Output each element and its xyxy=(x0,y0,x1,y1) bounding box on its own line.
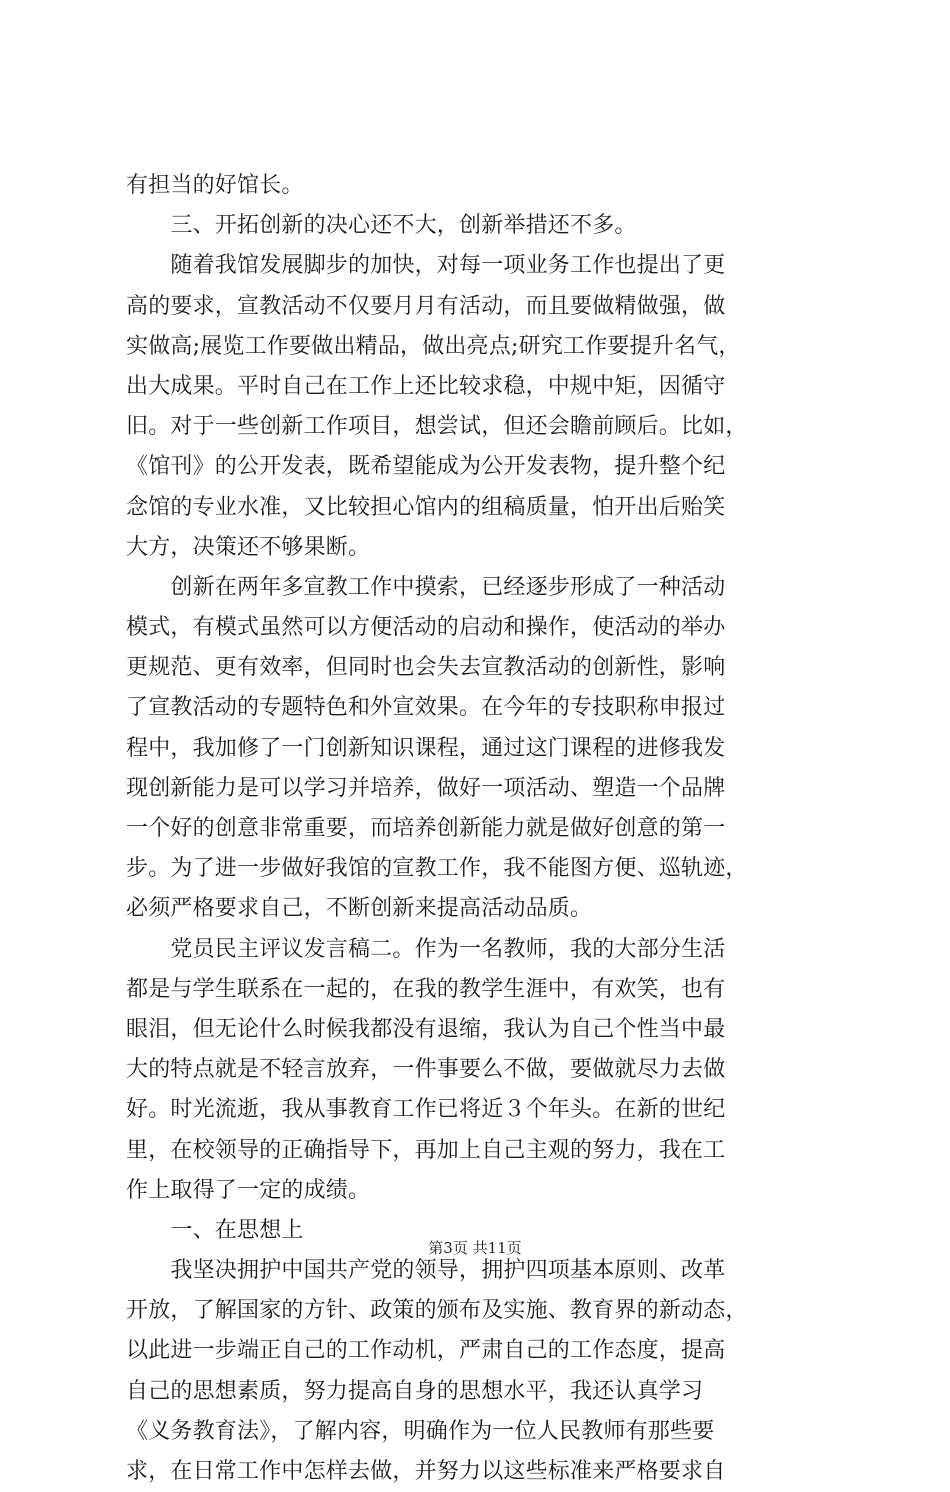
page-number-footer: 第3页 共11页 xyxy=(428,1239,522,1257)
text-line: 必须严格要求自己，不断创新来提高活动品质。 xyxy=(126,896,593,922)
text-line: 一、在思想上 xyxy=(126,1217,304,1243)
text-line: 开放，了解国家的方针、政策的颁布及实施、教育界的新动态， xyxy=(126,1298,748,1324)
text-line: 创新在两年多宣教工作中摸索，已经逐步形成了一种活动 xyxy=(126,574,726,600)
text-line: 求，在日常工作中怎样去做，并努力以这些标准来严格要求自 xyxy=(126,1459,726,1484)
text-line: 念馆的专业水准，又比较担心馆内的组稿质量，怕开出后贻笑 xyxy=(126,494,726,520)
text-line: 实做高;展览工作要做出精品，做出亮点;研究工作要提升名气， xyxy=(126,333,741,359)
text-line: 出大成果。平时自己在工作上还比较求稳，中规中矩，因循守 xyxy=(126,373,726,399)
text-line: 步。为了进一步做好我馆的宣教工作，我不能图方便、巡轨迹， xyxy=(126,856,748,882)
text-line: 《义务教育法》，了解内容，明确作为一位人民教师有那些要 xyxy=(126,1418,715,1444)
text-line: 《馆刊》的公开发表，既希望能成为公开发表物，提升整个纪 xyxy=(126,454,726,480)
text-line: 了宣教活动的专题特色和外宣效果。在今年的专技职称申报过 xyxy=(126,695,726,721)
document-body xyxy=(126,166,826,1492)
text-line: 更规范、更有效率，但同时也会失去宣教活动的创新性，影响 xyxy=(126,655,726,681)
text-line: 眼泪，但无论什么时候我都没有退缩，我认为自己个性当中最 xyxy=(126,1016,726,1042)
text-line: 大的特点就是不轻言放弃，一件事要么不做，要做就尽力去做 xyxy=(126,1057,726,1083)
text-line: 模式，有模式虽然可以方便活动的启动和操作，使活动的举办 xyxy=(126,615,726,641)
text-line: 里，在校领导的正确指导下，再加上自己主观的努力，我在工 xyxy=(126,1137,726,1163)
text-line: 现创新能力是可以学习并培养，做好一项活动、塑造一个品牌 xyxy=(126,775,726,801)
text-line: 三、开拓创新的决心还不大，创新举措还不多。 xyxy=(126,213,637,239)
text-line: 党员民主评议发言稿二。作为一名教师，我的大部分生活 xyxy=(126,936,726,962)
text-line: 一个好的创意非常重要，而培养创新能力就是做好创意的第一 xyxy=(126,816,726,841)
text-line: 旧。对于一些创新工作项目，想尝试，但还会瞻前顾后。比如， xyxy=(126,414,748,440)
text-line: 以此进一步端正自己的工作动机，严肃自己的工作态度，提高 xyxy=(126,1338,726,1364)
text-line: 程中，我加修了一门创新知识课程，通过这门课程的进修我发 xyxy=(126,735,726,761)
text-line: 随着我馆发展脚步的加快，对每一项业务工作也提出了更 xyxy=(126,253,726,279)
text-line: 大方，决策还不够果断。 xyxy=(126,534,371,560)
text-line: 作上取得了一定的成绩。 xyxy=(126,1177,371,1203)
text-line: 好。时光流逝，我从事教育工作已将近３个年头。在新的世纪 xyxy=(126,1097,726,1123)
text-line: 都是与学生联系在一起的，在我的教学生涯中，有欢笑，也有 xyxy=(126,976,726,1002)
text-line: 有担当的好馆长。 xyxy=(126,173,304,198)
text-line: 自己的思想素质，努力提高自身的思想水平，我还认真学习 xyxy=(126,1378,704,1404)
text-line: 高的要求，宣教活动不仅要月月有活动，而且要做精做强，做 xyxy=(126,293,726,319)
text-line: 我坚决拥护中国共产党的领导，拥护四项基本原则、改革 xyxy=(126,1258,726,1284)
